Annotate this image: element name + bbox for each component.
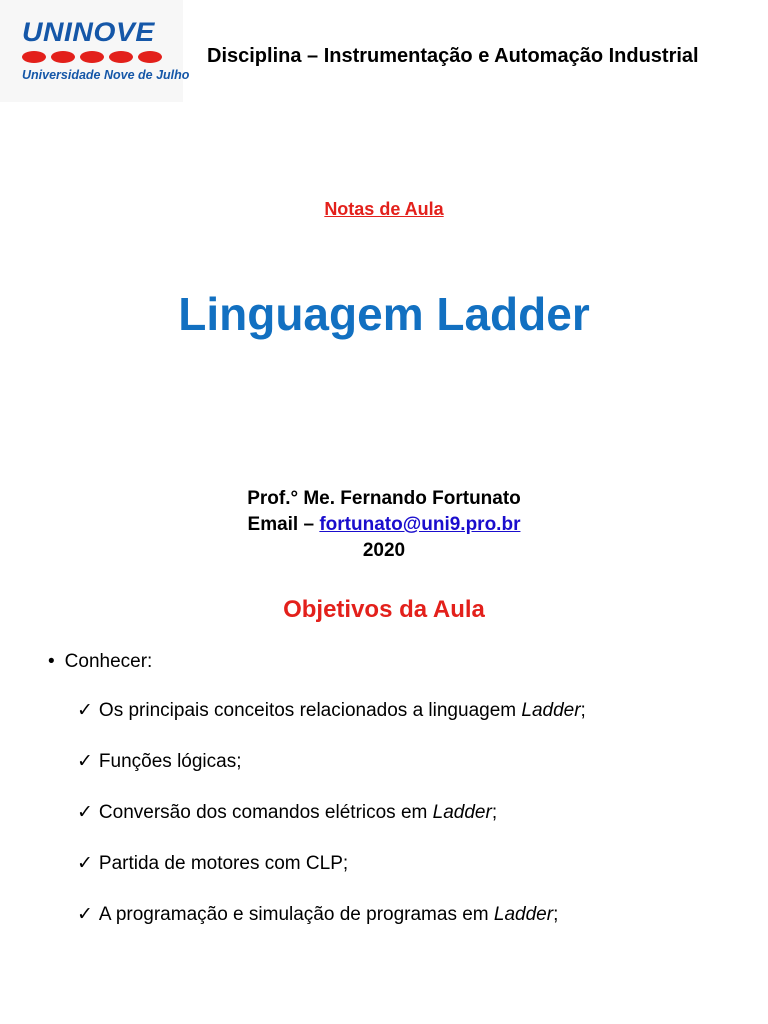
- list-item: [77, 699, 586, 750]
- logo-dot: [80, 51, 104, 63]
- uninove-logo: [0, 0, 190, 102]
- checkmark-icon: ✓: [77, 904, 93, 925]
- list-item-tail: ;: [553, 904, 559, 925]
- list-item-tail: ;: [580, 700, 586, 721]
- objectives-intro-text: Conhecer:: [64, 651, 153, 672]
- list-item-text: Partida de motores com CLP;: [98, 853, 349, 874]
- list-item-text: Funções lógicas;: [98, 751, 242, 772]
- email-prefix: Email –: [247, 514, 320, 535]
- list-item: [77, 852, 586, 903]
- logo-dot: [22, 51, 46, 63]
- logo-dot: [138, 51, 162, 63]
- list-item-text: Conversão dos comandos elétricos em: [98, 802, 433, 823]
- list-item-emphasis: Ladder: [493, 904, 554, 925]
- list-item: [77, 903, 586, 954]
- objectives-list: [77, 699, 586, 954]
- objectives-intro: [48, 650, 152, 674]
- discipline-title: Disciplina – Instrumentação e Automação Industrial: [207, 45, 699, 67]
- logo-name: UNINOVE: [22, 17, 155, 47]
- logo-dot: [109, 51, 133, 63]
- objectives-heading: Objetivos da Aula: [283, 596, 485, 623]
- list-item-text: Os principais conceitos relacionados a linguagem: [98, 700, 522, 721]
- notes-label: Notas de Aula: [324, 199, 444, 219]
- logo-dots: [22, 51, 162, 63]
- list-item-emphasis: Ladder: [521, 700, 581, 721]
- author-name: Prof.° Me. Fernando Fortunato: [247, 488, 521, 509]
- list-item: [77, 750, 586, 801]
- checkmark-icon: ✓: [77, 853, 93, 874]
- author-email-line: [0, 512, 768, 538]
- checkmark-icon: ✓: [77, 751, 93, 772]
- logo-dot: [51, 51, 75, 63]
- checkmark-icon: ✓: [77, 802, 93, 823]
- logo-subtitle: Universidade Nove de Julho: [22, 68, 190, 82]
- list-item: [77, 801, 586, 852]
- list-item-emphasis: Ladder: [432, 802, 492, 823]
- email-link[interactable]: fortunato@uni9.pro.br: [319, 514, 521, 535]
- list-item-tail: ;: [491, 802, 498, 823]
- checkmark-icon: ✓: [77, 700, 93, 721]
- author-block: [0, 486, 768, 564]
- list-item-text: A programação e simulação de programas em: [98, 904, 494, 925]
- author-year: 2020: [362, 540, 406, 561]
- page-title: Linguagem Ladder: [178, 288, 590, 340]
- bullet-icon: •: [48, 651, 55, 672]
